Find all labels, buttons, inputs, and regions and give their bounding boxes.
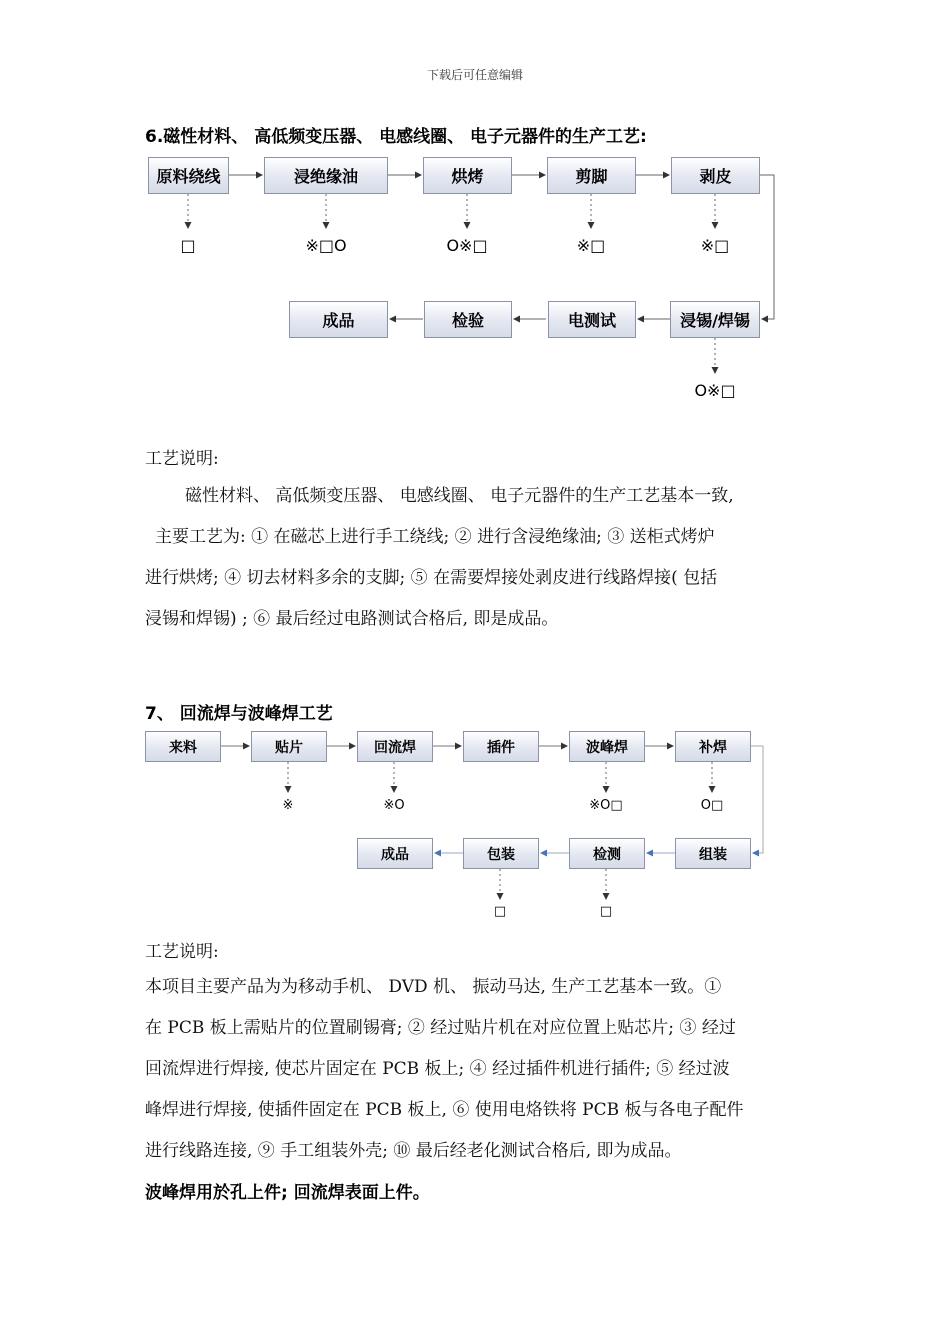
section7-title: 7、 回流焊与波峰焊工艺 [145, 704, 333, 724]
flow6-mark-3: O※□ [446, 236, 488, 255]
flow6-mark-6: O※□ [694, 381, 736, 400]
section7-desc-line-3: 回流焊进行焊接, 使芯片固定在 PCB 板上; ④ 经过插件机进行插件; ⑤ 经过波 [145, 1059, 730, 1079]
flow7-mark-6: □ [599, 904, 613, 919]
section6-desc-line-3: 进行烘烤; ④ 切去材料多余的支脚; ⑤ 在需要焊接处剥皮进行线路焊接( 包括 [145, 568, 718, 588]
flow7-box-insertion: 插件 [463, 731, 539, 762]
section7-footer-note: 波峰焊用於孔上件; 回流焊表面上件。 [145, 1183, 430, 1203]
section7-desc-line-1: 本项目主要产品为为移动手机、 DVD 机、 振动马达, 生产工艺基本一致。① [145, 977, 722, 997]
flow7-box-incoming: 来料 [145, 731, 221, 762]
flow7-box-wave: 波峰焊 [569, 731, 645, 762]
flow7-mark-5: □ [493, 904, 507, 919]
section7-desc-label: 工艺说明: [145, 942, 219, 962]
flow6-box-raw-winding: 原料绕线 [148, 157, 229, 194]
flow6-box-trim-leads: 剪脚 [547, 157, 636, 194]
flow6-mark-1: □ [180, 236, 196, 255]
flow7-mark-3: ※O□ [589, 798, 623, 813]
flow6-box-finished: 成品 [289, 301, 388, 338]
section6-desc-label: 工艺说明: [145, 449, 219, 469]
header-note: 下载后可任意编辑 [426, 68, 523, 82]
flow7-mark-1: ※ [282, 798, 294, 813]
flow6-box-electrical-test: 电测试 [548, 301, 636, 338]
flow6-mark-4: ※□ [576, 236, 606, 255]
section7-desc-line-5: 进行线路连接, ⑨ 手工组装外壳; ⑩ 最后经老化测试合格后, 即为成品。 [145, 1141, 682, 1161]
flow7-mark-2: ※O [383, 798, 405, 813]
section6-desc-line-1: 磁性材料、 高低频变压器、 电感线圈、 电子元器件的生产工艺基本一致, [185, 486, 734, 506]
flow7-mark-4: O□ [700, 798, 724, 813]
flow6-mark-2: ※□O [305, 236, 347, 255]
flow7-box-reflow: 回流焊 [357, 731, 433, 762]
flow7-box-finished: 成品 [357, 838, 433, 869]
section7-desc-line-4: 峰焊进行焊接, 使插件固定在 PCB 板上, ⑥ 使用电烙铁将 PCB 板与各电子配件 [145, 1100, 744, 1120]
flow7-box-packaging: 包装 [463, 838, 539, 869]
section6-desc-line-2: 主要工艺为: ① 在磁芯上进行手工绕线; ② 进行含浸绝缘油; ③ 送柜式烤炉 [155, 527, 715, 547]
flow7-box-rework: 补焊 [675, 731, 751, 762]
section6-desc-line-4: 浸锡和焊锡) ; ⑥ 最后经过电路测试合格后, 即是成品。 [145, 609, 559, 629]
section6-title: 6.磁性材料、 高低频变压器、 电感线圈、 电子元器件的生产工艺: [145, 127, 647, 147]
flow6-box-strip: 剥皮 [671, 157, 760, 194]
flow6-box-oil-dip: 浸绝缘油 [264, 157, 388, 194]
flow7-box-smt: 贴片 [251, 731, 327, 762]
flow6-box-tin-solder: 浸锡/焊锡 [670, 301, 760, 338]
section7-desc-line-2: 在 PCB 板上需贴片的位置刷锡膏; ② 经过贴片机在对应位置上贴芯片; ③ 经过 [145, 1018, 736, 1038]
flow7-box-assembly: 组装 [675, 838, 751, 869]
flow7-box-test: 检测 [569, 838, 645, 869]
flow6-mark-5: ※□ [700, 236, 730, 255]
flow6-box-baking: 烘烤 [423, 157, 512, 194]
flow6-box-inspection: 检验 [424, 301, 512, 338]
